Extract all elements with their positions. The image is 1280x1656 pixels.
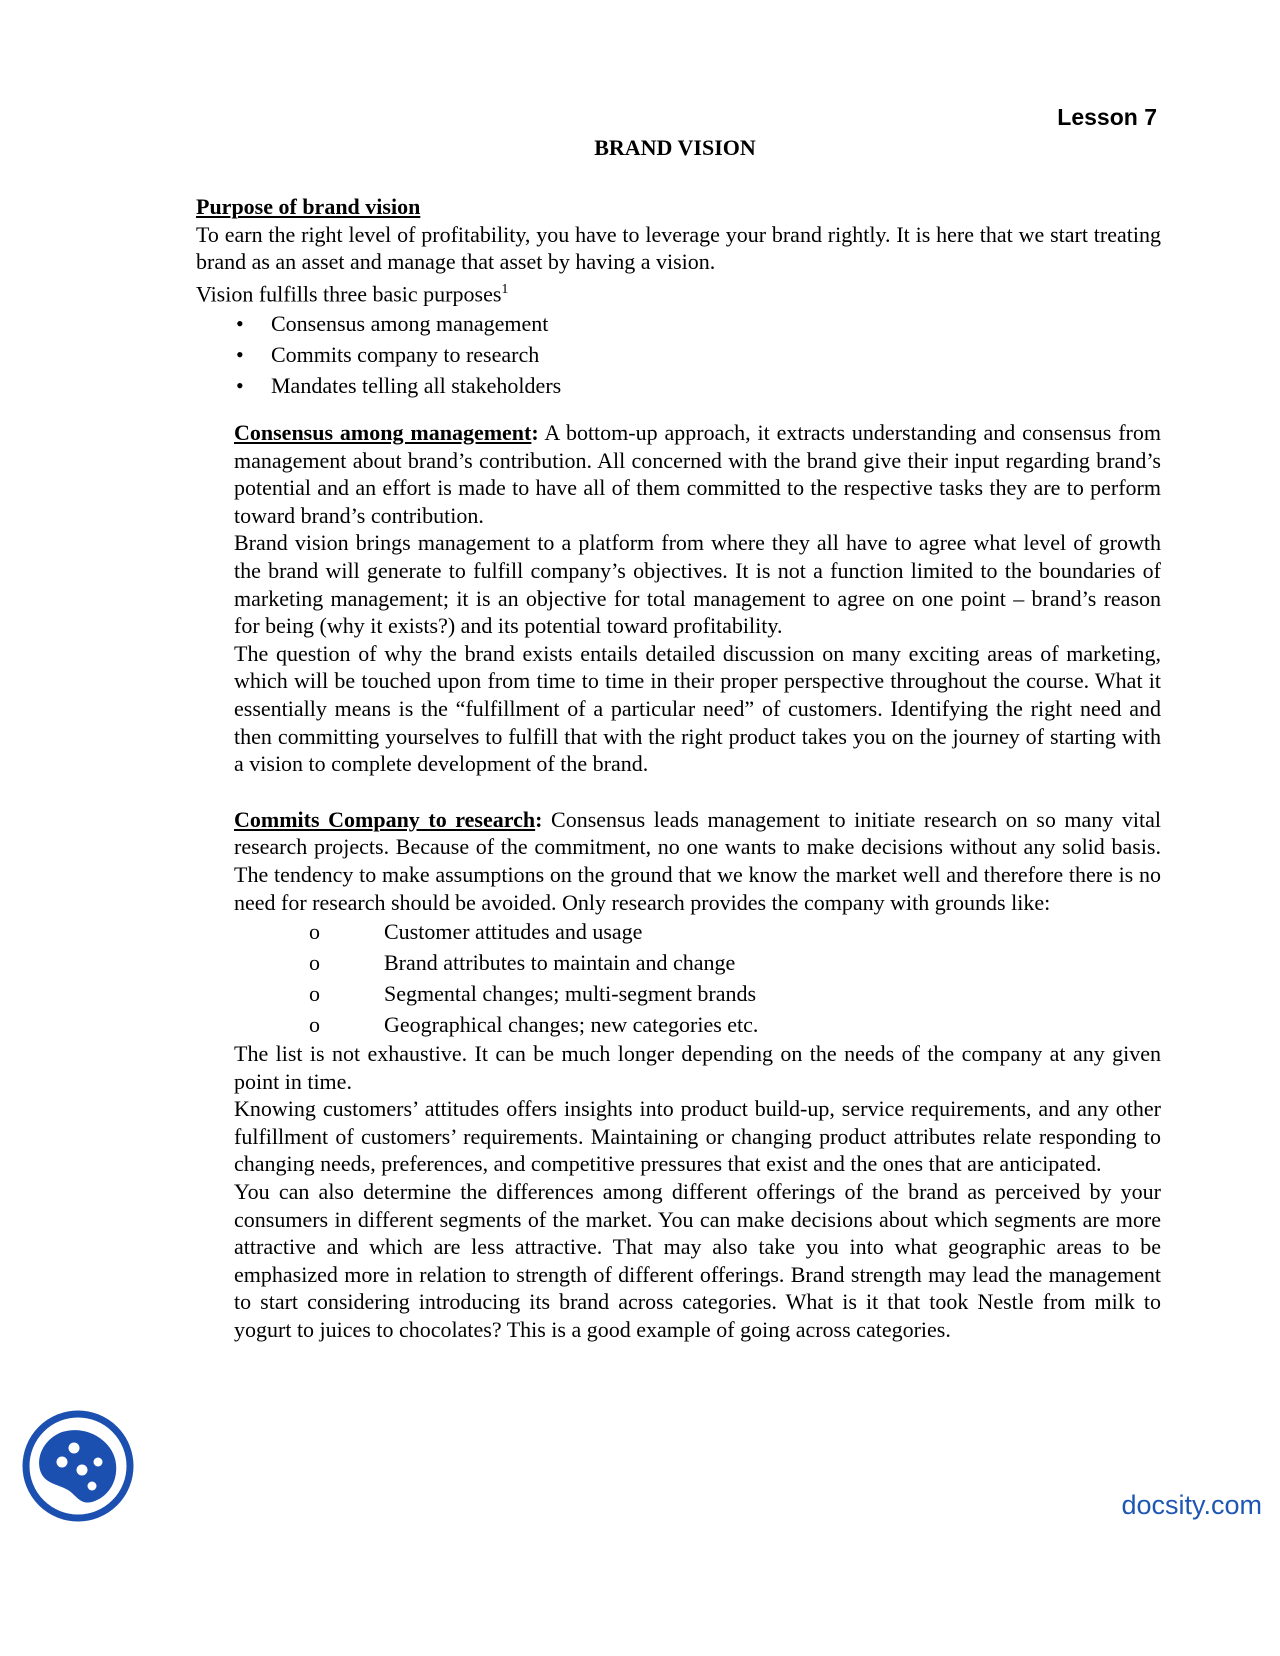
purpose-intro	[196, 276, 1161, 308]
docsity-watermark[interactable]: docsity.com	[1121, 1490, 1262, 1520]
research-paragraph-3: Knowing customers’ attitudes offers insights into product build-up, service requirements, and any other fulfillment of customers’ requirements. Maintaining or changing product attributes relate responding to changing needs, preferences, and competitive pressures that exist and the ones that are anticipated.	[234, 1096, 1161, 1177]
item-text: Customer attitudes and usage	[384, 919, 643, 945]
item-text: Brand attributes to maintain and change	[384, 950, 736, 976]
bullet-text: Commits company to research	[271, 341, 540, 367]
circle-marker: o	[309, 950, 320, 976]
item-text: Segmental changes; multi-segment brands	[384, 981, 757, 1007]
consensus-colon: :	[531, 420, 539, 445]
research-paragraph-2: The list is not exhaustive. It can be much longer depending on the needs of the company at any given point in time.	[234, 1041, 1161, 1094]
purpose-text: To earn the right level of profitability, you have to leverage your brand rightly. It is here that we start treating brand as an asset and manage that asset by having a vision.	[196, 221, 1161, 275]
footnote-ref: 1	[501, 281, 509, 297]
bullet-text: Consensus among management	[271, 310, 549, 336]
circle-marker: o	[309, 919, 320, 945]
bullet-marker: •	[236, 372, 244, 398]
research-colon: :	[535, 806, 543, 832]
consensus-paragraph-2: Brand vision brings management to a platform from where they all have to agree what level of growth the brand will generate to fulfill company’s objectives. It is not a function limited to the boundaries of marketing management; it is an objective for total management to agree on one point – brand’s reason for being (why it exists?) and its potential toward profitability.	[234, 530, 1161, 639]
circle-marker: o	[309, 1012, 320, 1038]
item-text: Geographical changes; new categories etc.	[384, 1012, 759, 1038]
list-item	[196, 339, 1161, 370]
purpose-intro-text: Vision fulfills three basic purposes	[196, 281, 502, 307]
list-item	[234, 947, 1161, 978]
research-text-1: Consensus leads management to initiate research on so many vital research projects. Because of the commitment, no one wants to make decisions without any solid basis. The tendency to make assumptions on the ground that we know the market well and therefore there is no need for research should be avoided. Only research provides the company with grounds like:	[234, 806, 1161, 915]
research-paragraph-1	[234, 806, 1161, 916]
lesson-label: Lesson 7	[1057, 104, 1157, 130]
circle-marker: o	[309, 981, 320, 1007]
consensus-heading: Consensus among management	[234, 420, 532, 445]
research-heading: Commits Company to research	[234, 806, 536, 832]
purpose-section	[196, 193, 1161, 401]
list-item	[234, 916, 1161, 947]
consensus-text-1: A bottom-up approach, it extracts understanding and consensus from management about brand’s contribution. All concerned with the brand give their input regarding brand’s potential and an effort is made to have all of them committed to the respective tasks they are to perform toward brand’s contribution.	[234, 420, 1161, 528]
docsity-logo-icon	[22, 1410, 134, 1522]
list-item	[234, 978, 1161, 1009]
bullet-text: Mandates telling all stakeholders	[271, 372, 562, 398]
consensus-paragraph-1	[234, 419, 1161, 529]
list-item	[196, 370, 1161, 401]
section-spacer	[234, 778, 1161, 806]
purpose-bullet-list	[196, 308, 1161, 401]
bullet-marker: •	[236, 341, 244, 367]
list-item	[234, 1009, 1161, 1040]
bullet-marker: •	[236, 310, 244, 336]
consensus-paragraph-3: The question of why the brand exists entails detailed discussion on many exciting areas of marketing, which will be touched upon from time to time in their proper perspective throughout the course. What it essentially means is the “fulfillment of a particular need” of customers. Identifying the right need and then committing yourselves to fulfill that with the right product takes you on the journey of starting with a vision to complete development of the brand.	[234, 640, 1161, 777]
body-sections	[234, 419, 1161, 1344]
research-paragraph-4: You can also determine the differences among different offerings of the brand as perceived by your consumers in different segments of the market. You can make decisions about which segments are more attractive and which are less attractive. That may also take you into what geographic areas to be emphasized more in relation to strength of different offerings. Brand strength may lead the management to start considering introducing its brand across categories. What is it that took Nestle from milk to yogurt to juices to chocolates? This is a good example of going across categories.	[234, 1179, 1161, 1343]
research-item-list	[234, 916, 1161, 1040]
list-item	[196, 308, 1161, 339]
page-title: BRAND VISION	[594, 135, 756, 160]
purpose-heading: Purpose of brand vision	[196, 194, 421, 219]
